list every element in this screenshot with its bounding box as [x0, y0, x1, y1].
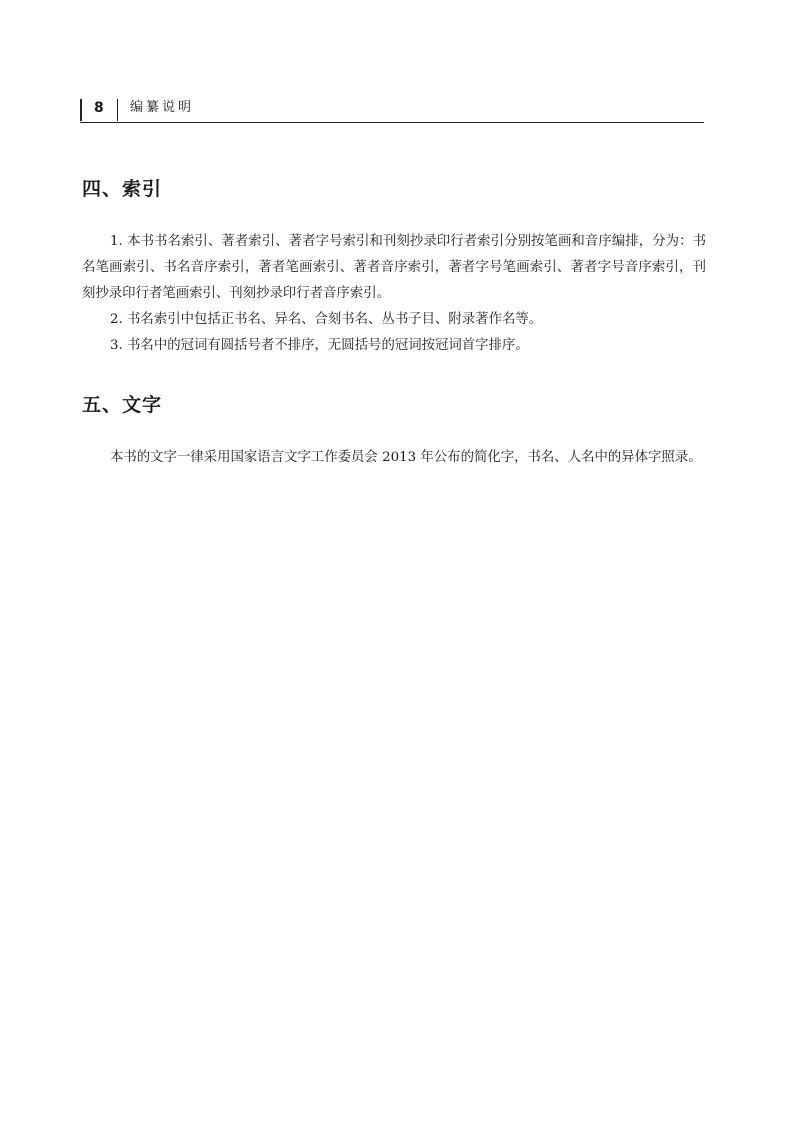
index-item-3: 3. 书名中的冠词有圆括号者不排序，无圆括号的冠词按冠词首字排序。 — [110, 338, 529, 353]
index-item-2: 2. 书名索引中包括正书名、异名、合刻书名、丛书子目、附录著作名等。 — [110, 312, 543, 327]
running-title: 编纂说明 — [130, 100, 195, 115]
section-body-index — [82, 229, 706, 359]
section-heading-text: 五、文字 — [82, 394, 163, 416]
header-divider — [117, 99, 118, 121]
section-heading-index: 四、索引 — [82, 178, 163, 200]
index-item-1: 1. 本书书名索引、著者索引、著者字号索引和刊刻抄录印行者索引分别按笔画和音序编排，分为：书名笔画索引、书名音序索引，著者笔画索引、著者音序索引，著者字号笔画索引、著者字号音序索引，刊刻抄录印行者笔画索引、刊刻抄录印行者音序索引。 — [82, 234, 706, 301]
page-number: 8 — [94, 100, 104, 116]
page-header — [80, 97, 704, 123]
header-left-rule — [80, 99, 82, 121]
text-paragraph: 本书的文字一律采用国家语言文字工作委员会 2013 年公布的简化字，书名、人名中的异体字照录。 — [110, 450, 702, 465]
section-body-text — [82, 445, 706, 471]
